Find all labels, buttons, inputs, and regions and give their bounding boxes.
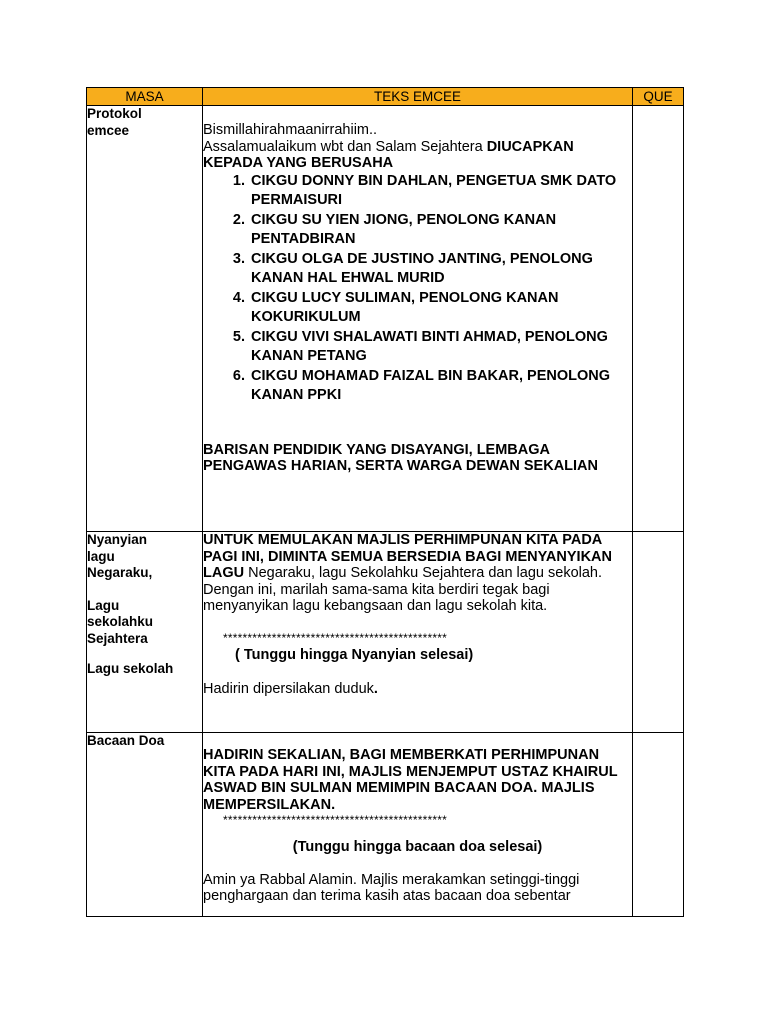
wait-doa: (Tunggu hingga bacaan doa selesai) (292, 839, 543, 855)
salam-bold: DIUCAPKAN KEPADA YANG BERUSAHA (203, 138, 574, 171)
protokol-list (203, 172, 632, 406)
greeting-text: Bismillahirahmaanirrahiim.. (203, 122, 378, 138)
que-bacaan-doa (633, 733, 684, 917)
seat-bold: . (373, 681, 378, 697)
que-nyanyian (633, 532, 684, 733)
list-item: 5. CIKGU VIVI SHALAWATI BINTI AHMAD, PENOLONG KANAN PETANG (249, 328, 632, 367)
wait-nyanyian: ( Tunggu hingga Nyanyian selesai) (235, 646, 474, 663)
masa-nyanyian-label: Nyanyian lagu Negaraku, (87, 532, 153, 580)
teks-protokol (203, 106, 633, 532)
masa-lagu-sekolah-label: Lagu sekolah (87, 661, 174, 676)
closing-text: BARISAN PENDIDIK YANG DISAYANGI, LEMBAGA PENGAWAS HARIAN, SERTA WARGA DEWAN SEKALIAN (203, 441, 599, 474)
list-item: 1. CIKGU DONNY BIN DAHLAN, PENGETUA SMK DATO PERMAISURI (249, 172, 632, 211)
salam-plain: Assalamualaikum wbt dan Salam Sejahtera (203, 138, 487, 155)
doa-invite-text: HADIRIN SEKALIAN, BAGI MEMBERKATI PERHIMPUNAN KITA PADA HARI INI, MAJLIS MENJEMPUT USTAZ KHAIRUL ASWAD BIN SULMAN MEMIMPIN BACAAN DOA. MAJLIS MEMPERSILAKAN. (203, 747, 618, 813)
header-masa: MASA (87, 88, 203, 106)
teks-nyanyian (203, 532, 633, 733)
row-nyanyian (87, 532, 684, 733)
row-protokol (87, 106, 684, 532)
nyanyian-paragraph (203, 532, 632, 615)
header-row (87, 88, 684, 106)
salam-paragraph (203, 139, 632, 172)
list-item: 6. CIKGU MOHAMAD FAIZAL BIN BAKAR, PENOLONG KANAN PPKI (249, 367, 632, 406)
masa-nyanyian (87, 532, 203, 733)
row-bacaan-doa (87, 733, 684, 917)
masa-bacaan-doa-label: Bacaan Doa (87, 733, 165, 748)
nyanyian-plain: Negaraku, lagu Sekolahku Sejahtera dan lagu sekolah. Dengan ini, marilah sama-sama kita berdiri tegak bagi menyanyikan lagu kebangsaan dan lagu sekolah kita. (203, 565, 603, 614)
separator-stars: ********************************************** (223, 630, 448, 645)
list-item: 4. CIKGU LUCY SULIMAN, PENOLONG KANAN KOKURIKULUM (249, 289, 632, 328)
header-teks-emcee: TEKS EMCEE (203, 88, 633, 106)
masa-lagu-sekolahku-label: Lagu sekolahku Sejahtera (87, 597, 154, 646)
emcee-script-table (86, 87, 684, 917)
list-item: 2. CIKGU SU YIEN JIONG, PENOLONG KANAN PENTADBIRAN (249, 211, 632, 250)
masa-protokol (87, 106, 203, 532)
header-que: QUE (633, 88, 684, 106)
list-item: 3. CIKGU OLGA DE JUSTINO JANTING, PENOLONG KANAN HAL EHWAL MURID (249, 250, 632, 289)
teks-bacaan-doa (203, 733, 633, 917)
que-protokol (633, 106, 684, 532)
masa-protokol-label: Protokol emcee (87, 106, 142, 138)
seat-plain: Hadirin dipersilakan duduk (203, 681, 374, 697)
separator-stars: ********************************************** (223, 813, 448, 827)
amin-text: Amin ya Rabbal Alamin. Majlis merakamkan setinggi-tinggi penghargaan dan terima kasih atas bacaan doa sebentar (203, 871, 580, 904)
seat-paragraph (203, 681, 632, 698)
masa-bacaan-doa (87, 733, 203, 917)
nyanyian-bold: UNTUK MEMULAKAN MAJLIS PERHIMPUNAN KITA PADA PAGI INI, DIMINTA SEMUA BERSEDIA BAGI MENYANYIKAN LAGU (203, 532, 612, 581)
